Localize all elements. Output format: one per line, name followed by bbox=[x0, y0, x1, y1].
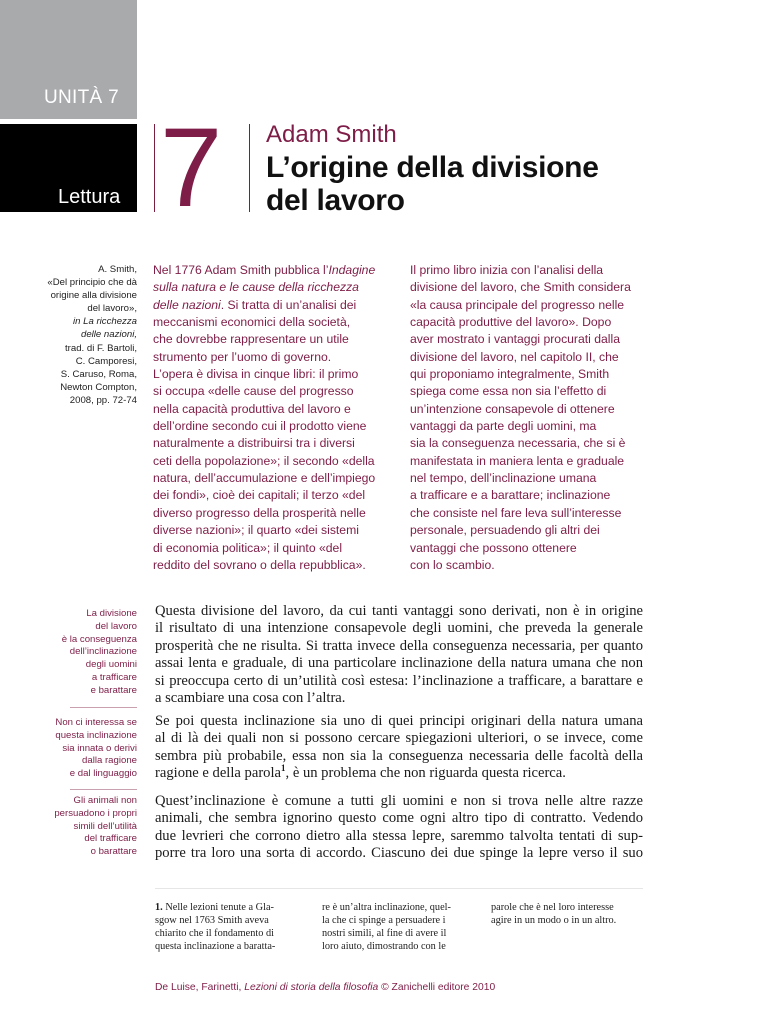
intro-line: natura, dell’accumulazione e dell’impiego bbox=[153, 471, 376, 486]
footnote-line: sgow nel 1763 Smith aveva bbox=[155, 914, 269, 926]
intro-line: divisione del lavoro, nel capitolo II, che bbox=[410, 349, 619, 364]
body-paragraph-2 bbox=[155, 713, 643, 783]
margin-note-line: a trafficare bbox=[91, 671, 137, 683]
body-line: si preoccupa certo di un’utilità così estesa: l’inclinazione a trafficare, a barattare e bbox=[155, 672, 643, 689]
intro-line: naturalmente a distribuirsi tra i diversi bbox=[153, 436, 355, 451]
intro-line: diverso progresso della prosperità nelle bbox=[153, 505, 366, 520]
intro-column-left bbox=[153, 262, 378, 574]
margin-note-line: questa inclinazione bbox=[55, 729, 137, 741]
margin-note-animals bbox=[20, 795, 137, 859]
body-line: assai lenta e graduale, di una particolare inclinazione della natura umana che non bbox=[155, 655, 643, 672]
intro-line: spiega come essa non sia l’effetto di bbox=[410, 384, 607, 399]
footnote-line: nostri simili, al fine di avere il bbox=[322, 927, 447, 939]
margin-note-inclination bbox=[20, 717, 137, 781]
source-line: origine alla divisione bbox=[50, 290, 137, 302]
source-line: «Del principio che dà bbox=[47, 277, 137, 289]
source-line: trad. di F. Bartoli, bbox=[65, 342, 137, 354]
body-line: Se poi questa inclinazione sia uno di quei principi originari della natura umana bbox=[155, 713, 643, 729]
divider-line-left bbox=[154, 124, 155, 212]
margin-note-line: Gli animali non bbox=[73, 795, 137, 806]
intro-line: strumento per l’uomo di governo. bbox=[153, 349, 332, 364]
footer-authors: De Luise, Farinetti, bbox=[155, 982, 242, 993]
page-title bbox=[266, 151, 666, 217]
body-line: a scambiare una cosa con l’altra. bbox=[155, 690, 346, 707]
body-line: porre tra loro una sorta di accordo. Ciascuno dei due spinge la lepre verso il suo bbox=[155, 845, 643, 862]
intro-line: vantaggi che possono ottenere bbox=[410, 540, 577, 555]
intro-line: reddito del sovrano o della repubblica». bbox=[153, 557, 366, 572]
intro-line: diverse nazioni»; il quarto «dei sistemi bbox=[153, 523, 359, 538]
body-line: al di là dei quali non si possono cercare spiegazioni ulteriori, o se invece, come bbox=[155, 730, 643, 747]
author-name: Adam Smith bbox=[266, 121, 397, 148]
intro-line: «la causa principale del progresso nelle bbox=[410, 297, 625, 312]
margin-note-line: dell’inclinazione bbox=[69, 646, 137, 658]
margin-note-line: degli uomini bbox=[85, 659, 137, 671]
intro-line: sia la conseguenza necessaria, che si è bbox=[410, 436, 626, 451]
margin-note-line: simili dell’utilità bbox=[73, 820, 137, 832]
margin-note-separator bbox=[70, 707, 137, 708]
margin-note-line: e barattare bbox=[90, 684, 137, 696]
source-line: 2008, pp. 72-74 bbox=[69, 394, 137, 406]
body-line: animali, che sembra ignorino questo come ogni altro tipo di contratto. Vedendo bbox=[155, 810, 643, 827]
intro-line: Il primo libro inizia con l’analisi della bbox=[410, 263, 604, 277]
body-line: il risultato di una intenzione consapevole degli uomini, che preveda la generale bbox=[155, 620, 643, 637]
footnote-column-2 bbox=[322, 902, 478, 954]
footnote-line: questa inclinazione a baratta- bbox=[155, 940, 276, 952]
intro-line: aver mostrato i vantaggi procurati dalla bbox=[410, 332, 621, 347]
title-line: del lavoro bbox=[266, 184, 405, 217]
source-note bbox=[20, 263, 137, 407]
intro-line: nella capacità produttiva del lavoro e bbox=[153, 401, 351, 416]
source-line: delle nazioni, bbox=[80, 329, 137, 341]
intro-line: divisione del lavoro, che Smith considera bbox=[410, 280, 631, 295]
margin-note-line: persuadono i propri bbox=[54, 807, 137, 819]
footnote-line: parole che è nel loro interesse bbox=[491, 902, 614, 913]
margin-note-division bbox=[20, 608, 137, 698]
body-line: Questa divisione del lavoro, da cui tanti vantaggi sono derivati, non è in origine bbox=[155, 603, 643, 619]
section-label: Lettura bbox=[58, 186, 121, 208]
source-line: A. Smith, bbox=[98, 264, 137, 275]
body-line: prosperità che ne risulta. Si tratta invece della conseguenza necessaria, per quanto bbox=[155, 637, 643, 654]
intro-line: con lo scambio. bbox=[410, 557, 495, 572]
body-line: sembra più probabile, essa non sia la conseguenza necessaria delle facoltà della bbox=[155, 747, 643, 764]
margin-note-line: La divisione bbox=[86, 608, 137, 619]
reading-number: 7 bbox=[160, 105, 223, 230]
intro-line: dei fondi», cioè dei capitali; il terzo «del bbox=[153, 488, 366, 503]
intro-line: ceti della popolazione»; il secondo «della bbox=[153, 453, 375, 468]
body-line: Quest’inclinazione è comune a tutti gli uomini e non si trova nelle altre razze bbox=[155, 793, 643, 809]
body-line-part: , è un problema che non riguarda questa ricerca. bbox=[285, 765, 566, 782]
unit-label: UNITÀ 7 bbox=[44, 87, 119, 108]
intro-line: personale, persuadendo gli altri dei bbox=[410, 523, 600, 538]
intro-line: manifestata in maniera lenta e graduale bbox=[410, 453, 625, 468]
intro-column-right bbox=[410, 262, 638, 574]
intro-line: dell’ordine secondo cui il prodotto viene bbox=[153, 419, 367, 434]
intro-line: capacità produttive del lavoro». Dopo bbox=[410, 315, 612, 330]
body-line-part: ragione e della parola bbox=[155, 765, 282, 782]
intro-line: a trafficare e a barattare; inclinazione bbox=[410, 488, 611, 503]
margin-note-line: e dal linguaggio bbox=[69, 768, 137, 780]
intro-line: qui proponiamo integralmente, Smith bbox=[410, 367, 610, 382]
footnote-line: chiarito che il fondamento di bbox=[155, 927, 274, 939]
footnote-text: Nelle lezioni tenute a Gla- bbox=[165, 902, 274, 913]
intro-line: sulla natura e le cause della ricchezza bbox=[153, 280, 359, 295]
margin-note-line: sia innata o derivi bbox=[62, 742, 137, 754]
margin-note-line: del trafficare bbox=[84, 833, 137, 845]
footnote-number: 1. bbox=[155, 902, 163, 913]
footnote-line: agire in un modo o in un altro. bbox=[491, 914, 617, 926]
footer-book-title: Lezioni di storia della filosofia bbox=[244, 982, 379, 993]
margin-note-separator bbox=[70, 789, 137, 790]
source-line: in La ricchezza bbox=[73, 316, 137, 328]
intro-line: Nel 1776 Adam Smith pubblica l’Indagine bbox=[153, 263, 376, 277]
intro-line: nel tempo, dell’inclinazione umana bbox=[410, 471, 597, 486]
title-line: L’origine della divisione bbox=[266, 151, 599, 184]
footnote-line bbox=[155, 902, 307, 915]
intro-line: vantaggi da parte degli uomini, ma bbox=[410, 419, 597, 434]
body-paragraph-1 bbox=[155, 603, 643, 707]
source-line: C. Camporesi, bbox=[75, 355, 137, 367]
intro-line: un’intenzione consapevole di ottenere bbox=[410, 401, 615, 416]
divider-line-right bbox=[249, 124, 250, 212]
margin-note-line: è la conseguenza bbox=[61, 633, 137, 645]
footnote-line: re è un’altra inclinazione, quel- bbox=[322, 902, 451, 913]
footnote-line: la che ci spinge a persuadere i bbox=[322, 914, 446, 926]
body-paragraph-3 bbox=[155, 793, 643, 863]
source-line: del lavoro», bbox=[87, 303, 137, 315]
footer-publisher: © Zanichelli editore 2010 bbox=[381, 982, 496, 993]
body-line: due levrieri che corrono dietro alla stessa lepre, saremmo talvolta tentati di sup- bbox=[155, 827, 643, 844]
footnote-column-3 bbox=[491, 902, 647, 928]
intro-line: meccanismi economici della società, bbox=[153, 315, 351, 330]
source-line: S. Caruso, Roma, bbox=[60, 368, 137, 380]
intro-line: che consiste nel fare leva sull’interesse bbox=[410, 505, 622, 520]
intro-line: di economia politica»; il quinto «del bbox=[153, 540, 343, 555]
margin-note-line: dalla ragione bbox=[82, 755, 137, 767]
intro-line: L’opera è divisa in cinque libri: il primo bbox=[153, 367, 359, 382]
footnote-column-1 bbox=[155, 902, 307, 954]
footnote-divider bbox=[155, 888, 643, 889]
source-line: Newton Compton, bbox=[60, 381, 137, 393]
margin-note-line: o barattare bbox=[90, 846, 137, 858]
footnote-line: loro aiuto, dimostrando con le bbox=[322, 940, 446, 952]
body-line bbox=[155, 765, 643, 782]
page-footer bbox=[155, 982, 495, 993]
intro-line: si occupa «delle cause del progresso bbox=[153, 384, 354, 399]
intro-line: che dovrebbe rappresentare un utile bbox=[153, 332, 349, 347]
margin-note-line: del lavoro bbox=[95, 620, 137, 632]
footnote-reference[interactable]: 1 bbox=[281, 763, 286, 774]
margin-note-line: Non ci interessa se bbox=[55, 717, 137, 728]
intro-line: delle nazioni. Si tratta di un’analisi dei bbox=[153, 297, 357, 312]
